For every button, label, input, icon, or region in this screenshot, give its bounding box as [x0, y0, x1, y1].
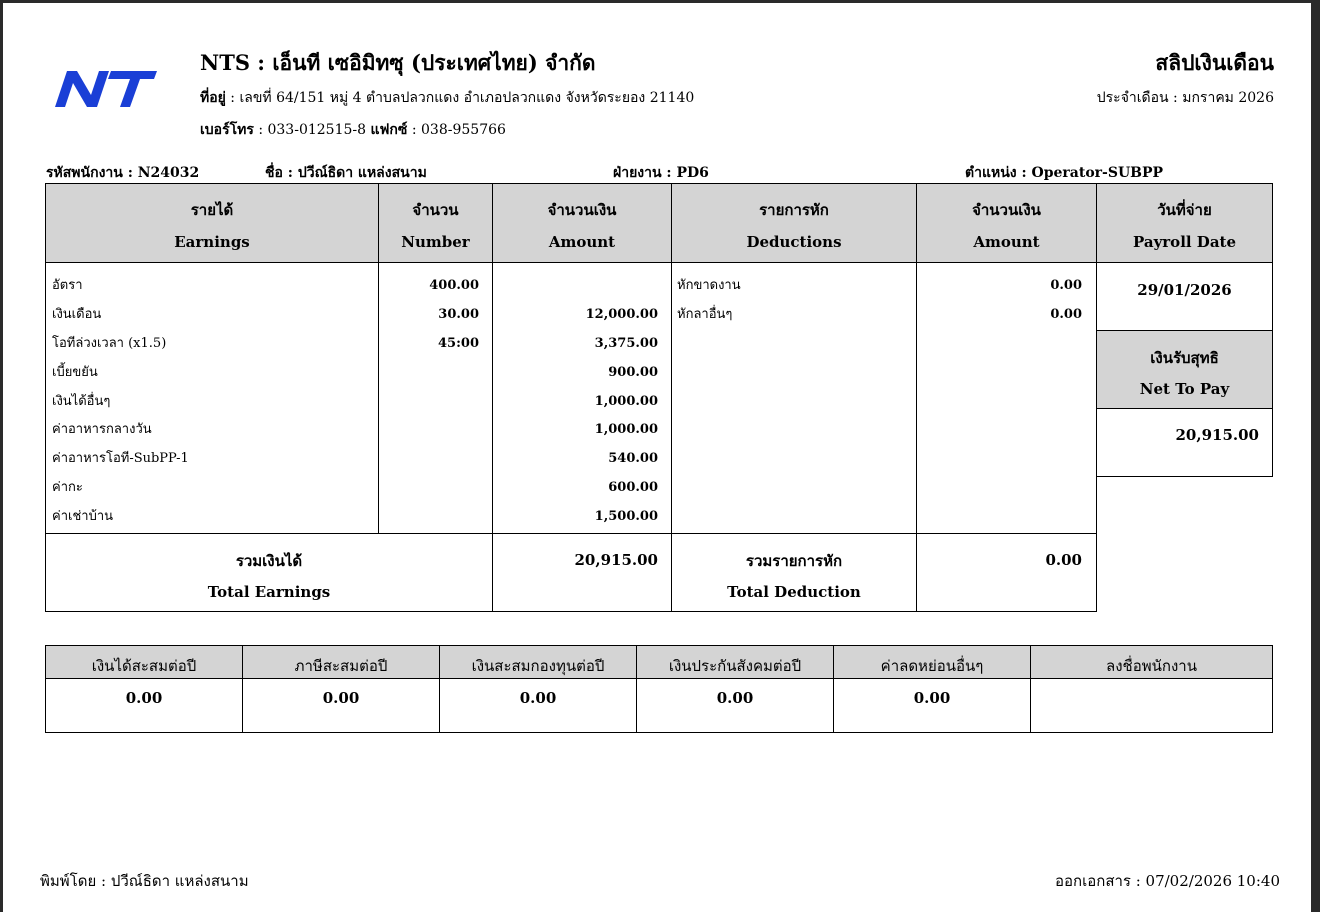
header-deductions-th: รายการหัก — [759, 201, 829, 219]
rule — [45, 533, 1097, 534]
document-title: สลิปเงินเดือน — [1155, 50, 1274, 75]
company-phone — [200, 119, 506, 141]
earning-amount: 3,375.00 — [594, 336, 658, 351]
total-earnings-label-en: Total Earnings — [207, 583, 331, 601]
rule — [1096, 408, 1273, 409]
earning-amount: 1,500.00 — [594, 509, 658, 524]
rule — [1272, 645, 1273, 733]
issued-at: ออกเอกสาร : 07/02/2026 10:40 — [1055, 872, 1280, 890]
employee-position: ตำแหน่ง : Operator-SUBPP — [965, 165, 1164, 181]
ytd-header: เงินได้สะสมต่อปี — [91, 657, 197, 675]
ytd-value: 0.00 — [125, 689, 163, 707]
company-address — [200, 87, 694, 109]
address-value: : เลขที่ 64/151 หมู่ 4 ตำบลปลวกแดง อำเภอปลวกแดง จังหวัดระยอง 21140 — [225, 90, 695, 106]
total-earnings-label-th: รวมเงินได้ — [235, 552, 303, 570]
earning-label: ค่าเช่าบ้าน — [52, 509, 114, 524]
employee-name: ชื่อ : ปวีณ์ธิดา แหล่งสนาม — [265, 165, 427, 181]
ytd-value: 0.00 — [913, 689, 951, 707]
header-number-th: จำนวน — [412, 201, 459, 219]
header-number-en: Number — [401, 233, 470, 251]
ytd-value: 0.00 — [322, 689, 360, 707]
rule — [45, 262, 1273, 263]
employee-signature-header: ลงชื่อพนักงาน — [1106, 657, 1197, 675]
deduction-amount: 0.00 — [1050, 278, 1082, 293]
total-deduction-label-en: Total Deduction — [727, 583, 861, 601]
total-earnings-value: 20,915.00 — [574, 551, 658, 569]
company-logo — [47, 67, 159, 111]
ytd-header: ค่าลดหย่อนอื่นๆ — [880, 657, 984, 675]
earning-label: ค่าอาหารโอที-SubPP-1 — [52, 451, 189, 466]
printed-by: พิมพ์โดย : ปวีณ์ธิดา แหล่งสนาม — [40, 872, 249, 890]
earning-number: 30.00 — [438, 307, 479, 322]
ytd-header: เงินสะสมกองทุนต่อปี — [471, 657, 605, 675]
earning-amount: 540.00 — [608, 451, 658, 466]
fax-value: : 038-955766 — [407, 122, 506, 138]
header-payroll-date-en: Payroll Date — [1132, 233, 1237, 251]
earning-label: ค่ากะ — [52, 480, 83, 495]
header-amount-th: จำนวนเงิน — [547, 201, 617, 219]
phone-label: เบอร์โทร — [200, 122, 254, 138]
deduction-label: หักลาอื่นๆ — [677, 307, 733, 322]
earning-amount: 1,000.00 — [594, 422, 658, 437]
payslip-page — [3, 3, 1311, 912]
rule — [45, 611, 1097, 612]
net-pay-label-en: Net To Pay — [1139, 380, 1230, 398]
net-pay-label-th: เงินรับสุทธิ — [1150, 349, 1219, 367]
rule — [1096, 330, 1273, 331]
header-amount2-th: จำนวนเงิน — [972, 201, 1041, 219]
header-amount-en: Amount — [548, 233, 616, 251]
earning-amount: 1,000.00 — [594, 394, 658, 409]
header-deductions-en: Deductions — [746, 233, 842, 251]
employee-code: รหัสพนักงาน : N24032 — [46, 165, 200, 181]
rule — [1272, 183, 1273, 477]
header-earnings-th: รายได้ — [190, 201, 234, 219]
rule — [1096, 476, 1273, 477]
earning-number: 400.00 — [429, 278, 479, 293]
net-pay-value: 20,915.00 — [1175, 426, 1259, 444]
earning-label: อัตรา — [52, 278, 83, 293]
total-deduction-value: 0.00 — [1045, 551, 1082, 569]
header-payroll-date-th: วันที่จ่าย — [1157, 201, 1212, 219]
earning-label: เบี้ยขยัน — [52, 365, 98, 380]
pay-period: ประจำเดือน : มกราคม 2026 — [1096, 90, 1274, 106]
address-label: ที่อยู่ — [200, 90, 226, 106]
earning-amount: 600.00 — [608, 480, 658, 495]
earning-label: เงินได้อื่นๆ — [52, 394, 111, 409]
ytd-header: ภาษีสะสมต่อปี — [294, 657, 388, 675]
phone-value: : 033-012515-8 — [253, 122, 371, 138]
deduction-amount: 0.00 — [1050, 307, 1082, 322]
payroll-date-value: 29/01/2026 — [1137, 281, 1232, 299]
earning-amount: 12,000.00 — [585, 307, 658, 322]
rule — [45, 645, 1273, 646]
fax-label: แฟกซ์ — [370, 122, 408, 138]
total-deduction-label-th: รวมรายการหัก — [745, 552, 843, 570]
header-amount2-en: Amount — [973, 233, 1040, 251]
earning-amount: 900.00 — [608, 365, 658, 380]
rule — [45, 678, 1273, 679]
earning-label: ค่าอาหารกลางวัน — [52, 422, 152, 437]
ytd-header: เงินประกันสังคมต่อปี — [668, 657, 802, 675]
employee-department: ฝ่ายงาน : PD6 — [613, 165, 709, 181]
earning-label: เงินเดือน — [52, 307, 102, 322]
company-name: NTS : เอ็นที เซอิมิทซุ (ประเทศไทย) จำกัด — [200, 50, 596, 75]
ytd-value: 0.00 — [716, 689, 754, 707]
rule — [45, 183, 1273, 184]
deduction-label: หักขาดงาน — [677, 278, 741, 293]
ytd-value: 0.00 — [519, 689, 557, 707]
earning-label: โอทีล่วงเวลา (x1.5) — [52, 336, 167, 351]
earning-number: 45:00 — [438, 336, 479, 351]
rule — [45, 732, 1273, 733]
header-earnings-en: Earnings — [174, 233, 250, 251]
